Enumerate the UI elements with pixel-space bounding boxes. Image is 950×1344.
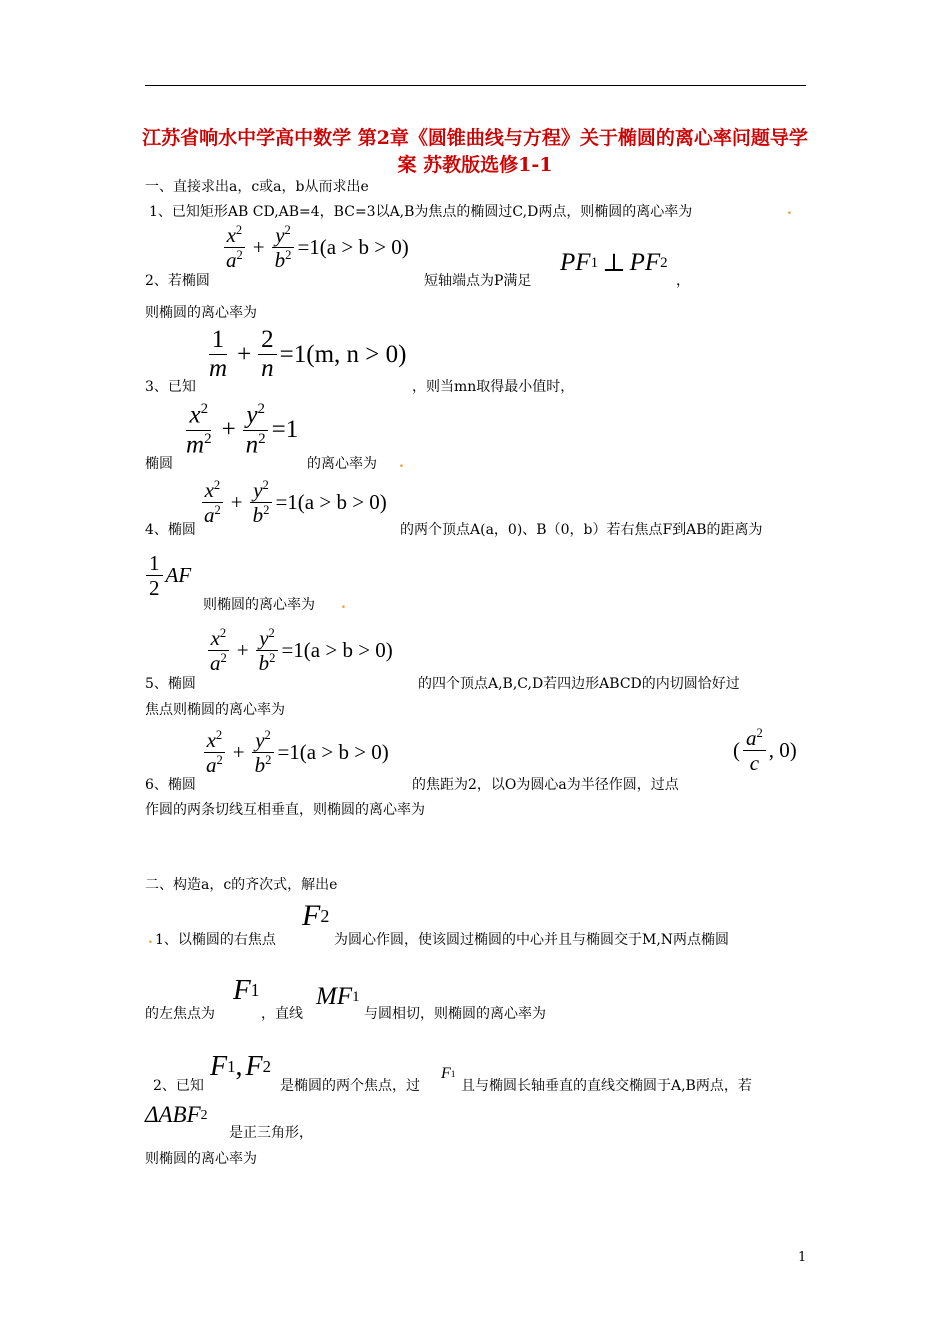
q1-3-prefix: 3、已知 (145, 379, 196, 395)
blank-mark: . (399, 455, 404, 471)
q1-6-line2: 作圆的两条切线互相垂直，则椭圆的离心率为 (145, 802, 425, 818)
triangle-abf2: ΔABF 2 (145, 1102, 208, 1127)
q1-6-prefix: 6、椭圆 (145, 777, 196, 793)
ellipse-equation: $\frac{x^2}{a^2}$ + $\frac{y^2}{b^2}$ =1(a > b > 0) (204, 627, 393, 674)
f1-small-symbol: F 1 (441, 1065, 456, 1082)
q1-3-mid: ，则当mn取得最小值时， (412, 379, 575, 395)
q1-3-line2-end: 的离心率为 (307, 456, 377, 472)
section2-heading: 二、构造a，c的齐次式，解出e (145, 877, 338, 893)
q2-2-mid2: 且与椭圆长轴垂直的直线交椭圆于A,B两点，若 (461, 1078, 752, 1094)
ellipse-equation: $\frac{x^2}{a^2}$ + $\frac{y^2}{b^2}$ =1(a > b > 0) (220, 224, 409, 271)
q1-5-mid: 的四个顶点A,B,C,D若四边形ABCD的内切圆恰好过 (418, 676, 740, 692)
q2-1-line2-prefix: 的左焦点为 (145, 1006, 215, 1022)
point-a2-over-c: ( $\frac{a^2}{c}$ , 0) (733, 726, 797, 776)
page-title: 江苏省响水中学高中数学 第2章《圆锥曲线与方程》关于椭圆的离心率问题导学案 苏教版选修1-1 (142, 127, 808, 176)
f1-f2-symbol: F 1 , F 2 (210, 1051, 271, 1082)
q1-5-line2: 焦点则椭圆的离心率为 (145, 702, 285, 718)
ellipse-mn-equation: $\frac{x^2}{m^2}$ + $\frac{y^2}{n^2}$ =1 (186, 401, 299, 458)
q2-2-mid1: 是椭圆的两个焦点，过 (280, 1078, 420, 1094)
q2-1-line2-mid: ，直线 (261, 1006, 303, 1022)
header-rule (145, 85, 806, 86)
q2-1-mid: 为圆心作圆，使该圆过椭圆的中心并且与椭圆交于M,N两点椭圆 (334, 932, 730, 948)
q1-1-text: 1、已知矩形AB CD,AB=4，BC=3以A,B为焦点的椭圆过C,D两点，则椭圆的离心率为 (149, 204, 693, 220)
mf1-symbol: MF 1 (316, 983, 360, 1010)
mn-condition: $\frac{1}{m}$ + $\frac{2}{n}$ =1(m, n > 0) (209, 326, 407, 383)
perpendicular-condition: P F 1 ⊥ P F 2 (560, 249, 668, 277)
q1-4-mid: 的两个顶点A(a，0)、B（0，b）若右焦点F到AB的距离为 (400, 522, 763, 538)
ellipse-equation: $\frac{x^2}{a^2}$ + $\frac{y^2}{b^2}$ =1(a > b > 0) (200, 729, 389, 776)
page-number: 1 (798, 1250, 807, 1265)
half-af: $\frac{1}{2}$ AF (143, 552, 191, 599)
q1-6-mid: 的焦距为2，以O为圆心a为半径作圆，过点 (412, 777, 679, 793)
section1-heading: 一、直接求出a，c或a，b从而求出e (145, 179, 369, 195)
q2-2-line3: 则椭圆的离心率为 (145, 1151, 257, 1167)
q1-2-mid: 短轴端点为P满足 (424, 273, 532, 289)
blank-mark: . (341, 596, 346, 612)
q2-1-line2-end: 与圆相切，则椭圆的离心率为 (364, 1006, 546, 1022)
ellipse-equation: $\frac{x^2}{a^2}$ + $\frac{y^2}{b^2}$ =1(a > b > 0) (198, 479, 387, 526)
blank-mark: . (787, 202, 792, 218)
q1-4-line2: 则椭圆的离心率为 (203, 597, 315, 613)
f1-symbol: F 1 (233, 974, 260, 1006)
blank-mark: . (148, 931, 153, 947)
q1-3-line2-prefix: 椭圆 (145, 456, 173, 472)
q1-2-prefix: 2、若椭圆 (145, 273, 210, 289)
q1-2-line2: 则椭圆的离心率为 (145, 305, 257, 321)
q1-4-prefix: 4、椭圆 (145, 522, 196, 538)
q1-5-prefix: 5、椭圆 (145, 676, 196, 692)
f2-symbol: F 2 (302, 899, 330, 932)
q1-2-end: ， (676, 273, 690, 289)
q2-1-prefix: 1、以椭圆的右焦点 (155, 932, 276, 948)
q2-2-line2-end: 是正三角形， (229, 1125, 313, 1141)
q2-2-prefix: 2、已知 (153, 1078, 204, 1094)
